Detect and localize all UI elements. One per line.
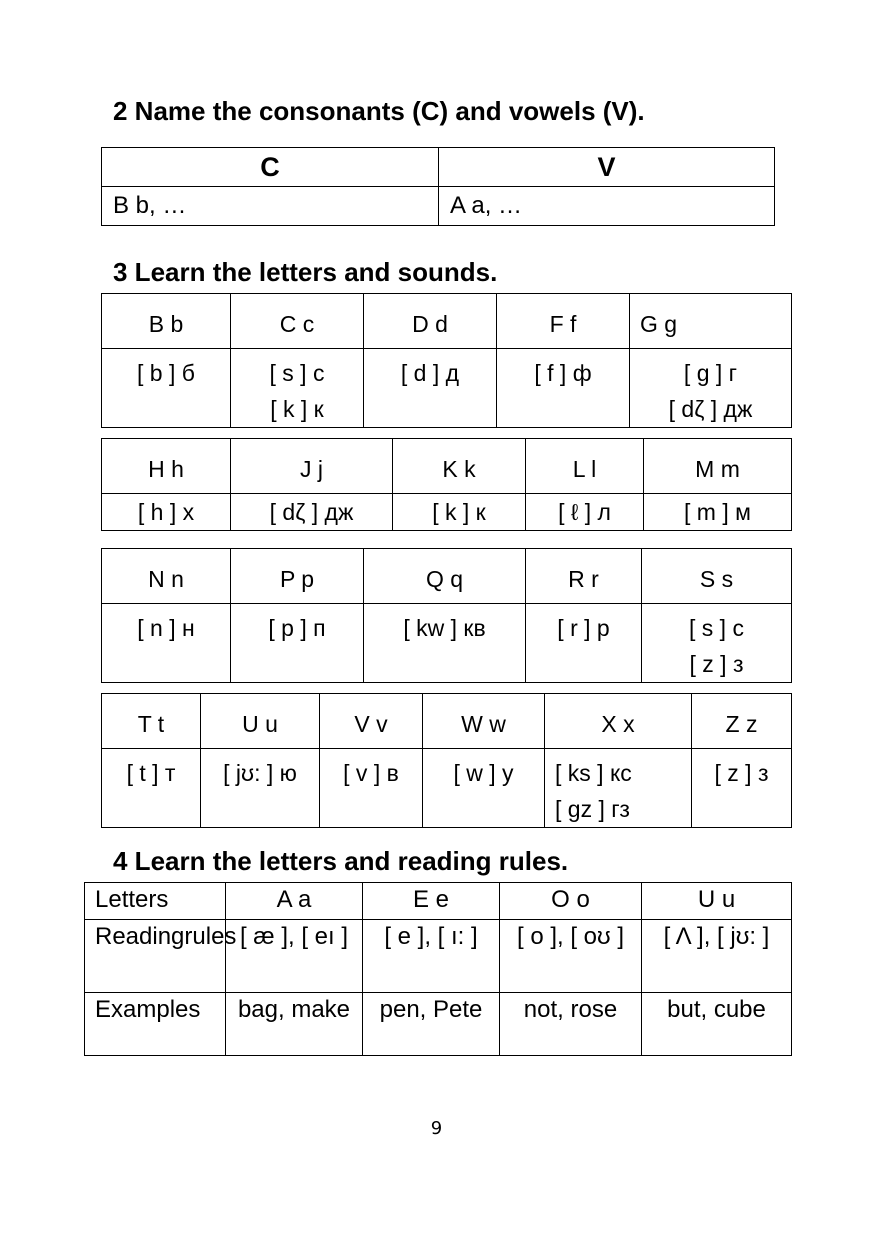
letters-label: Letters: [85, 883, 226, 920]
example-cell: bag, make: [226, 993, 363, 1056]
sound-line: [ gz ] гз: [555, 796, 630, 822]
sound-cell: [102, 349, 231, 428]
sound-cell: [201, 749, 320, 828]
example-cell: pen, Pete: [363, 993, 500, 1056]
letter-cell: F f: [497, 294, 630, 349]
rule-cell: [ o ], [ oʊ ]: [500, 920, 642, 993]
sound-cell: [320, 749, 423, 828]
sound-line: [ w ] у: [453, 760, 514, 786]
letter-cell: H h: [102, 439, 231, 494]
letter-cell: S s: [642, 549, 792, 604]
sound-line: [ h ] х: [137, 499, 195, 525]
sound-line: [ r ] р: [557, 615, 610, 641]
reading-rules-label-line: rules: [184, 923, 237, 950]
letter-cell: G g: [630, 294, 792, 349]
sound-line: [ jʊ: ] ю: [223, 760, 297, 786]
sound-cell: [102, 494, 231, 531]
letter-header: A a: [226, 883, 363, 920]
sound-line: [ k ] к: [270, 396, 324, 422]
reading-rules-table: [84, 882, 792, 1056]
letter-cell: W w: [423, 694, 545, 749]
letter-cell: N n: [102, 549, 231, 604]
letter-cell: V v: [320, 694, 423, 749]
letter-header: O o: [500, 883, 642, 920]
sound-line: [ k ] к: [432, 499, 486, 525]
sound-cell: [630, 349, 792, 428]
examples-label: Examples: [85, 993, 226, 1056]
letter-cell: Q q: [364, 549, 526, 604]
letter-cell: T t: [102, 694, 201, 749]
sound-line: [ m ] м: [684, 499, 751, 525]
sound-line: [ ks ] кс: [555, 760, 632, 786]
letter-cell: C c: [231, 294, 364, 349]
vowels-cell: A a, …: [439, 187, 775, 226]
sound-cell: [644, 494, 792, 531]
letter-cell: D d: [364, 294, 497, 349]
letter-header: U u: [642, 883, 792, 920]
vowels-header: V: [439, 148, 775, 187]
letter-header: E e: [363, 883, 500, 920]
sound-cell: [102, 749, 201, 828]
consonants-vowels-table: [101, 147, 775, 226]
sound-cell: [231, 349, 364, 428]
letters-sounds-table-2: [101, 438, 792, 531]
sound-cell: [526, 494, 644, 531]
rule-cell: [ e ], [ ı: ]: [363, 920, 500, 993]
page-number: 9: [430, 1118, 443, 1139]
sound-line: [ z ] з: [689, 651, 744, 677]
letter-cell: B b: [102, 294, 231, 349]
example-cell: but, cube: [642, 993, 792, 1056]
sound-line: [ dζ ] дж: [668, 396, 753, 422]
sound-cell: [231, 494, 393, 531]
sound-cell: [692, 749, 792, 828]
sound-line: [ s ] с: [689, 615, 744, 641]
sound-line: [ n ] н: [137, 615, 195, 641]
sound-line: [ ℓ ] л: [558, 499, 611, 525]
letters-sounds-table-3: [101, 548, 792, 683]
sound-line: [ f ] ф: [534, 360, 592, 386]
sound-cell: [545, 749, 692, 828]
letters-sounds-table-1: [101, 293, 792, 428]
letter-cell: U u: [201, 694, 320, 749]
sound-line: [ v ] в: [343, 760, 399, 786]
sound-line: [ t ] т: [126, 760, 176, 786]
sound-line: [ p ] п: [268, 615, 326, 641]
sound-line: [ z ] з: [714, 760, 769, 786]
sound-cell: [497, 349, 630, 428]
sound-cell: [642, 604, 792, 683]
rule-cell: [ Λ ], [ jʊ: ]: [642, 920, 792, 993]
sound-cell: [231, 604, 364, 683]
sound-line: [ d ] д: [400, 360, 460, 386]
section-3-heading: 3 Learn the letters and sounds.: [113, 257, 498, 287]
sound-cell: [364, 604, 526, 683]
letter-cell: R r: [526, 549, 642, 604]
sound-line: [ s ] с: [269, 360, 325, 386]
sound-cell: [423, 749, 545, 828]
sound-line: [ kw ] кв: [403, 615, 486, 641]
sound-cell: [102, 604, 231, 683]
letter-cell: K k: [393, 439, 526, 494]
letter-cell: P p: [231, 549, 364, 604]
section-4-heading: 4 Learn the letters and reading rules.: [113, 846, 569, 876]
letter-cell: J j: [231, 439, 393, 494]
rule-cell: [ æ ], [ eı ]: [226, 920, 363, 993]
sound-cell: [393, 494, 526, 531]
reading-rules-label-line: Reading: [95, 923, 185, 950]
letters-sounds-table-4: [101, 693, 792, 828]
sound-line: [ g ] г: [683, 360, 738, 386]
consonants-header: C: [102, 148, 439, 187]
sound-line: [ dζ ] дж: [269, 499, 354, 525]
example-cell: not, rose: [500, 993, 642, 1056]
sound-cell: [526, 604, 642, 683]
consonants-cell: B b, …: [102, 187, 439, 226]
reading-rules-label: [85, 920, 237, 993]
sound-line: [ b ] б: [137, 360, 195, 386]
letter-cell: L l: [526, 439, 644, 494]
sound-cell: [364, 349, 497, 428]
letter-cell: X x: [545, 694, 692, 749]
letter-cell: Z z: [692, 694, 792, 749]
letter-cell: M m: [644, 439, 792, 494]
section-2-heading: 2 Name the consonants (C) and vowels (V).: [113, 96, 645, 126]
